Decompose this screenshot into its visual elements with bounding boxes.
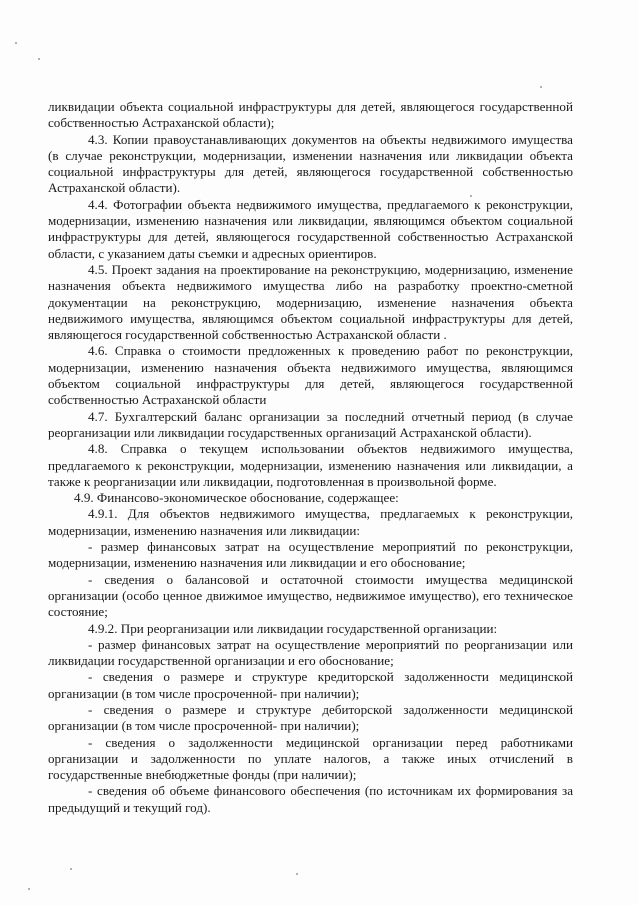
list-item: - сведения о размере и структуре дебиторской задолженности медицинской организации (в том числе просроченной- при наличии);: [48, 701, 573, 734]
scan-speck: [540, 86, 542, 88]
list-item: - сведения о балансовой и остаточной стоимости имущества медицинской организации (особо ценное движимое имущество, недвижимое имущество), его техническое состояние;: [48, 571, 573, 620]
paragraph: 4.9. Финансово-экономическое обоснование, содержащее:: [74, 490, 399, 506]
paragraph: 4.3. Копии правоустанавливающих документов на объекты недвижимого имущества (в случае реконструкции, модернизации, изменении назначения или ликвидации объекта социальной инфраструктуры для детей, являющегося государственной собственностью Астраханской области).: [48, 131, 573, 196]
paragraph: 4.4. Фотографии объекта недвижимого имущества, предлагаемого к реконструкции, модернизации, изменению назначения или ликвидации, являющимся объектом социальной инфраструктуры для детей, являющегося государственной собственностью Астраханской области, с указанием даты съемки и адресных ориентиров.: [48, 196, 573, 261]
scan-speck: [15, 42, 17, 44]
list-item: - сведения об объеме финансового обеспечения (по источникам их формирования за предыдущий и текущий год).: [48, 783, 573, 815]
scan-speck: [296, 873, 298, 875]
paragraph: 4.9.1. Для объектов недвижимого имущества, предлагаемых к реконструкции, модернизации, изменению назначения или ликвидации:: [48, 506, 573, 538]
paragraph: 4.9.2. При реорганизации или ликвидации государственной организации:: [88, 620, 498, 636]
document-body: [48, 99, 573, 816]
list-item: - размер финансовых затрат на осуществление мероприятий по реорганизации или ликвидации государственной организации и его обоснование;: [48, 636, 573, 669]
paragraph: 4.8. Справка о текущем использовании объектов недвижимого имущества, предлагаемого к реконструкции, модернизации, изменению назначения или ликвидации, а также к реорганизации или ликвидации, подготовленная в произвольной форме.: [48, 441, 573, 489]
scan-speck: [38, 58, 40, 60]
list-item: - сведения о задолженности медицинской организации перед работниками организации и задолженности по уплате налогов, а также иных отчислений в государственные внебюджетные фонды (при наличии);: [48, 734, 573, 783]
scan-speck: [70, 868, 72, 870]
paragraph: 4.5. Проект задания на проектирование на реконструкцию, модернизацию, изменение назначения объекта недвижимого имущества либо на разработку проектно-сметной документации на реконструкцию, модернизацию, изменение назначения объекта недвижимого имущества, являющимся объектом социальной инфраструктуры для детей, являющегося государственной собственностью Астраханской области .: [48, 261, 573, 343]
scan-speck: [28, 888, 30, 890]
list-item: - размер финансовых затрат на осуществление мероприятий по реконструкции, модернизации, изменению назначения или ликвидации и его обоснование;: [48, 539, 573, 571]
paragraph: 4.7. Бухгалтерский баланс организации за последний отчетный период (в случае реорганизации или ликвидации государственных организаций Астраханской области).: [48, 408, 573, 440]
paragraph: ликвидации объекта социальной инфраструктуры для детей, являющегося государственной собственностью Астраханской области);: [48, 99, 573, 131]
list-item: - сведения о размере и структуре кредиторской задолженности медицинской организации (в том числе просроченной- при наличии);: [48, 669, 573, 701]
paragraph: 4.6. Справка о стоимости предложенных к проведению работ по реконструкции, модернизации, изменению назначения объекта недвижимого имущества, являющимся объектом социальной инфраструктуры для детей, являющегося государственной собственностью Астраханской области: [48, 343, 573, 408]
